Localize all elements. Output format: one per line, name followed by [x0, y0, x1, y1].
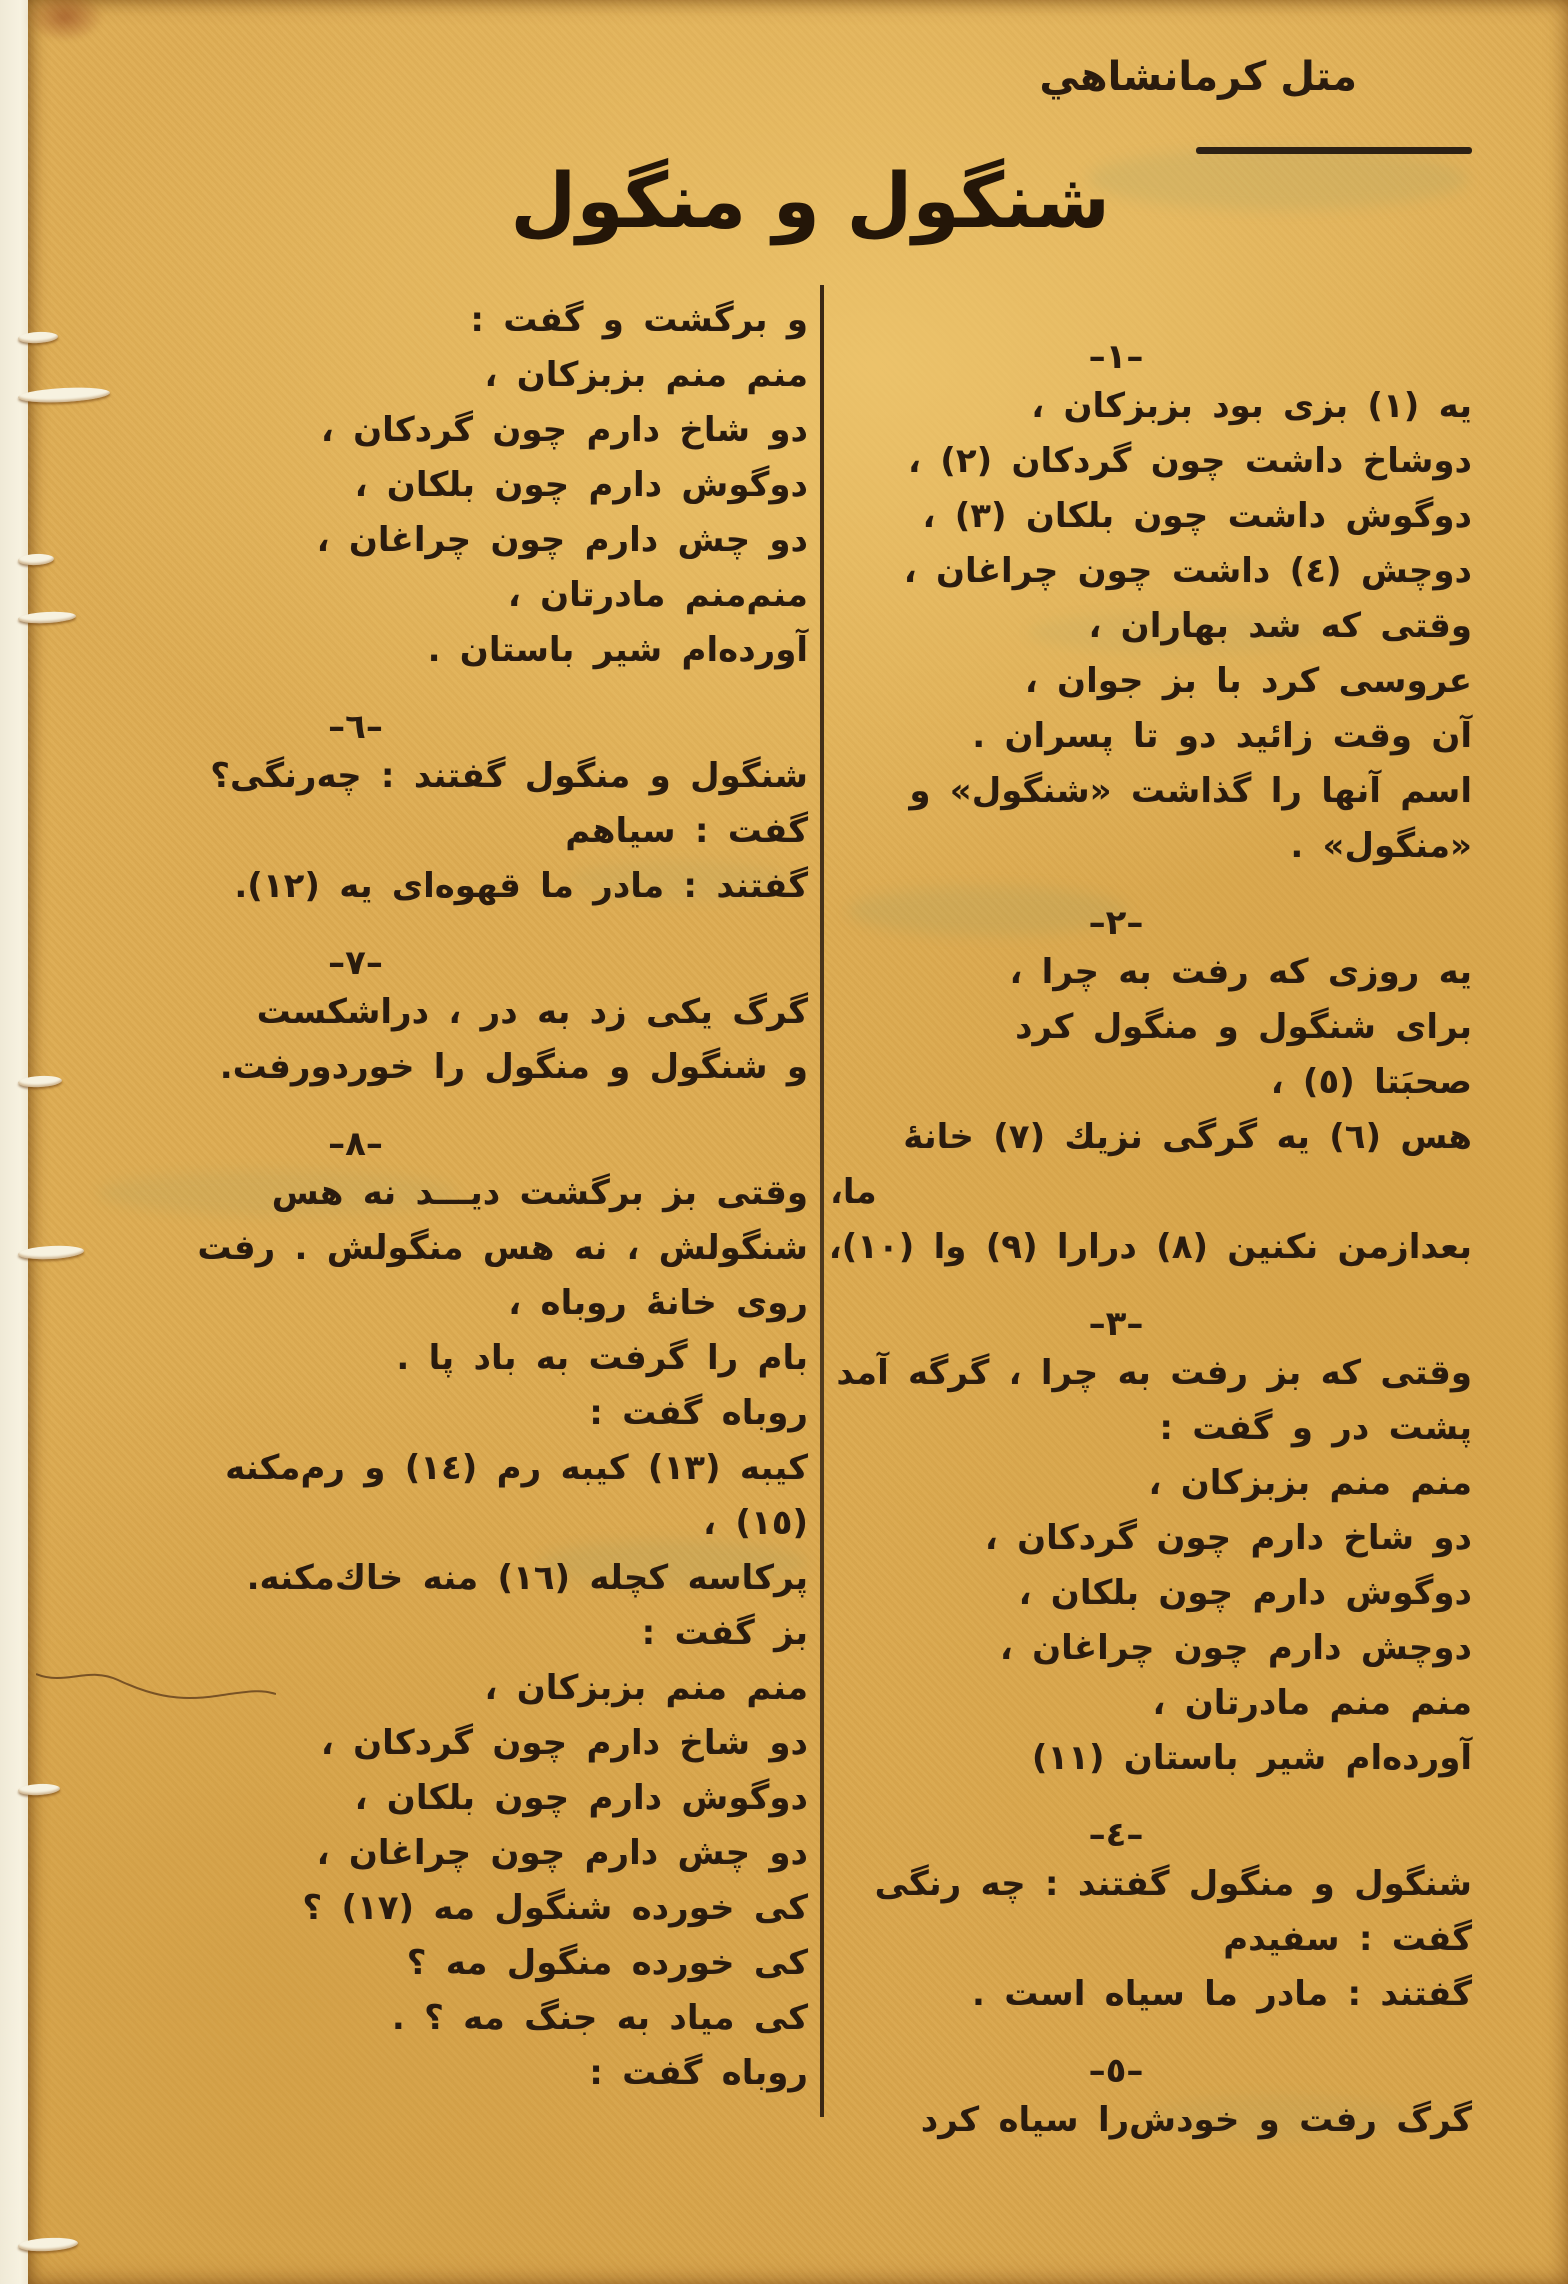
- paper-tear-notch: [18, 553, 55, 566]
- text-line: و شنگول و منگول را خوردورفت.: [219, 1047, 808, 1087]
- text-line: وقتى كه بز رفت به چرا ، گرگه آمد: [836, 1353, 1472, 1393]
- text-line: بعدازمن نكنين (٨) درارا (٩) وا (١٠)،: [828, 1227, 1472, 1267]
- text-line: دوچش دارم چون چراغان ،: [999, 1628, 1472, 1668]
- text-line: شنگول و منگول گفتند : چه رنگى: [874, 1864, 1472, 1904]
- section-number: –٣–: [1088, 1304, 1144, 1344]
- text-line: بام را گرفت به باد پا .: [396, 1338, 808, 1378]
- rubric-underline: [1196, 147, 1472, 154]
- text-line: منم منم بزبزكان ،: [1148, 1463, 1472, 1503]
- text-line: ما،: [830, 1172, 877, 1212]
- text-line: گفتند : مادر ما قهوه‌اى يه (١٢).: [234, 866, 808, 906]
- text-line: گرگ رفت و خودش‌را سياه كرد: [920, 2100, 1472, 2140]
- text-line: گفت : سياهم: [565, 811, 808, 851]
- text-line: براى شنگول و منگول كرد: [1015, 1007, 1472, 1047]
- text-line: يه روزى كه رفت به چرا ،: [1009, 952, 1472, 992]
- ink-showthrough-stain: [1088, 148, 1468, 210]
- left-column: [75, 293, 808, 2101]
- text-line: صحبَتا (٥) ،: [1270, 1062, 1472, 1102]
- text-line: دو شاخ دارم چون گردكان ،: [320, 1723, 808, 1763]
- text-line: شنگول و منگول گفتند : چه‌رنگى؟: [210, 756, 808, 796]
- text-line: منم منم مادرتان ،: [1152, 1683, 1472, 1723]
- text-line: يه (١) بزى بود بزبزكان ،: [1031, 386, 1472, 426]
- text-line: منم منم بزبزكان ،: [484, 1668, 808, 1708]
- text-line: دو شاخ دارم چون گردكان ،: [320, 410, 808, 450]
- text-line: دوشاخ داشت چون گردكان (٢) ،: [908, 441, 1472, 481]
- text-line: «منگول» .: [1290, 826, 1472, 866]
- section-number: –١–: [1088, 337, 1144, 377]
- text-line: شنگولش ، نه هس منگولش . رفت: [197, 1228, 808, 1268]
- text-line: كيبه (١٣) كيبه رم (١٤) و رم‌مكنه: [225, 1448, 808, 1488]
- section-number: –٨–: [328, 1124, 383, 1164]
- text-line: آورده‌ام شير باستان (١١): [1031, 1738, 1472, 1778]
- paper-sheet: [28, 0, 1568, 2284]
- section-number: –٥–: [1088, 2051, 1144, 2091]
- section-number: –٦–: [328, 707, 383, 747]
- text-line: دوگوش دارم چون بلكان ،: [354, 1778, 808, 1818]
- text-line: منم منم بزبزكان ،: [484, 355, 808, 395]
- text-line: وقتى بز برگشت ديـــد نه هس: [271, 1173, 808, 1213]
- text-line: هس (٦) يه گرگى نزيك (٧) خانهٔ: [903, 1117, 1472, 1157]
- text-line: دو چش دارم چون چراغان ،: [316, 520, 808, 560]
- text-line: پركاسه كچله (١٦) منه خاك‌مكنه.: [246, 1558, 808, 1598]
- page-rubric: متل كرمانشاهي: [1039, 54, 1357, 100]
- text-line: بز گفت :: [641, 1613, 808, 1653]
- text-line: منم‌منم مادرتان ،: [507, 575, 808, 615]
- text-line: (١٥) ،: [703, 1503, 808, 1543]
- text-line: دو شاخ دارم چون گردكان ،: [984, 1518, 1472, 1558]
- text-line: دوگوش دارم چون بلكان ،: [354, 465, 808, 505]
- text-line: روى خانهٔ روباه ،: [508, 1283, 808, 1323]
- section-number: –٤–: [1088, 1815, 1144, 1855]
- text-line: كى مياد به جنگ مه ؟ .: [391, 1998, 808, 2038]
- text-line: روباه گفت :: [589, 2053, 808, 2093]
- section-number: –٢–: [1088, 903, 1144, 943]
- right-column: [830, 308, 1472, 2148]
- text-line: گفتند : مادر ما سياه است .: [972, 1974, 1472, 2014]
- text-line: عروسى كرد با بز جوان ،: [1024, 661, 1472, 701]
- text-line: و برگشت و گفت :: [470, 300, 808, 340]
- text-line: دوگوش داشت چون بلكان (٣) ،: [922, 496, 1472, 536]
- text-line: كى خورده شنگول مه (١٧) ؟: [302, 1888, 808, 1928]
- text-line: گرگ يكى زد به در ، دراشكست: [256, 992, 808, 1032]
- text-line: وقتى كه شد بهاران ،: [1088, 606, 1472, 646]
- text-line: پشت در و گفت :: [1159, 1408, 1472, 1448]
- text-line: اسم آنها را گذاشت «شنگول» و: [909, 771, 1472, 811]
- text-line: كى خورده منگول مه ؟: [406, 1943, 808, 1983]
- text-line: روباه گفت :: [589, 1393, 808, 1433]
- column-divider: [820, 285, 824, 2117]
- text-line: دو چش دارم چون چراغان ،: [316, 1833, 808, 1873]
- text-line: آورده‌ام شير باستان .: [427, 630, 808, 670]
- section-number: –٧–: [328, 943, 383, 983]
- text-line: گفت : سفيدم: [1223, 1919, 1472, 1959]
- corner-stain: [26, 0, 104, 42]
- text-line: دوچش (٤) داشت چون چراغان ،: [903, 551, 1472, 591]
- text-line: آن وقت زائيد دو تا پسران .: [972, 716, 1472, 756]
- page-title: شنگول و منگول: [510, 156, 1110, 245]
- text-line: دوگوش دارم چون بلكان ،: [1018, 1573, 1472, 1613]
